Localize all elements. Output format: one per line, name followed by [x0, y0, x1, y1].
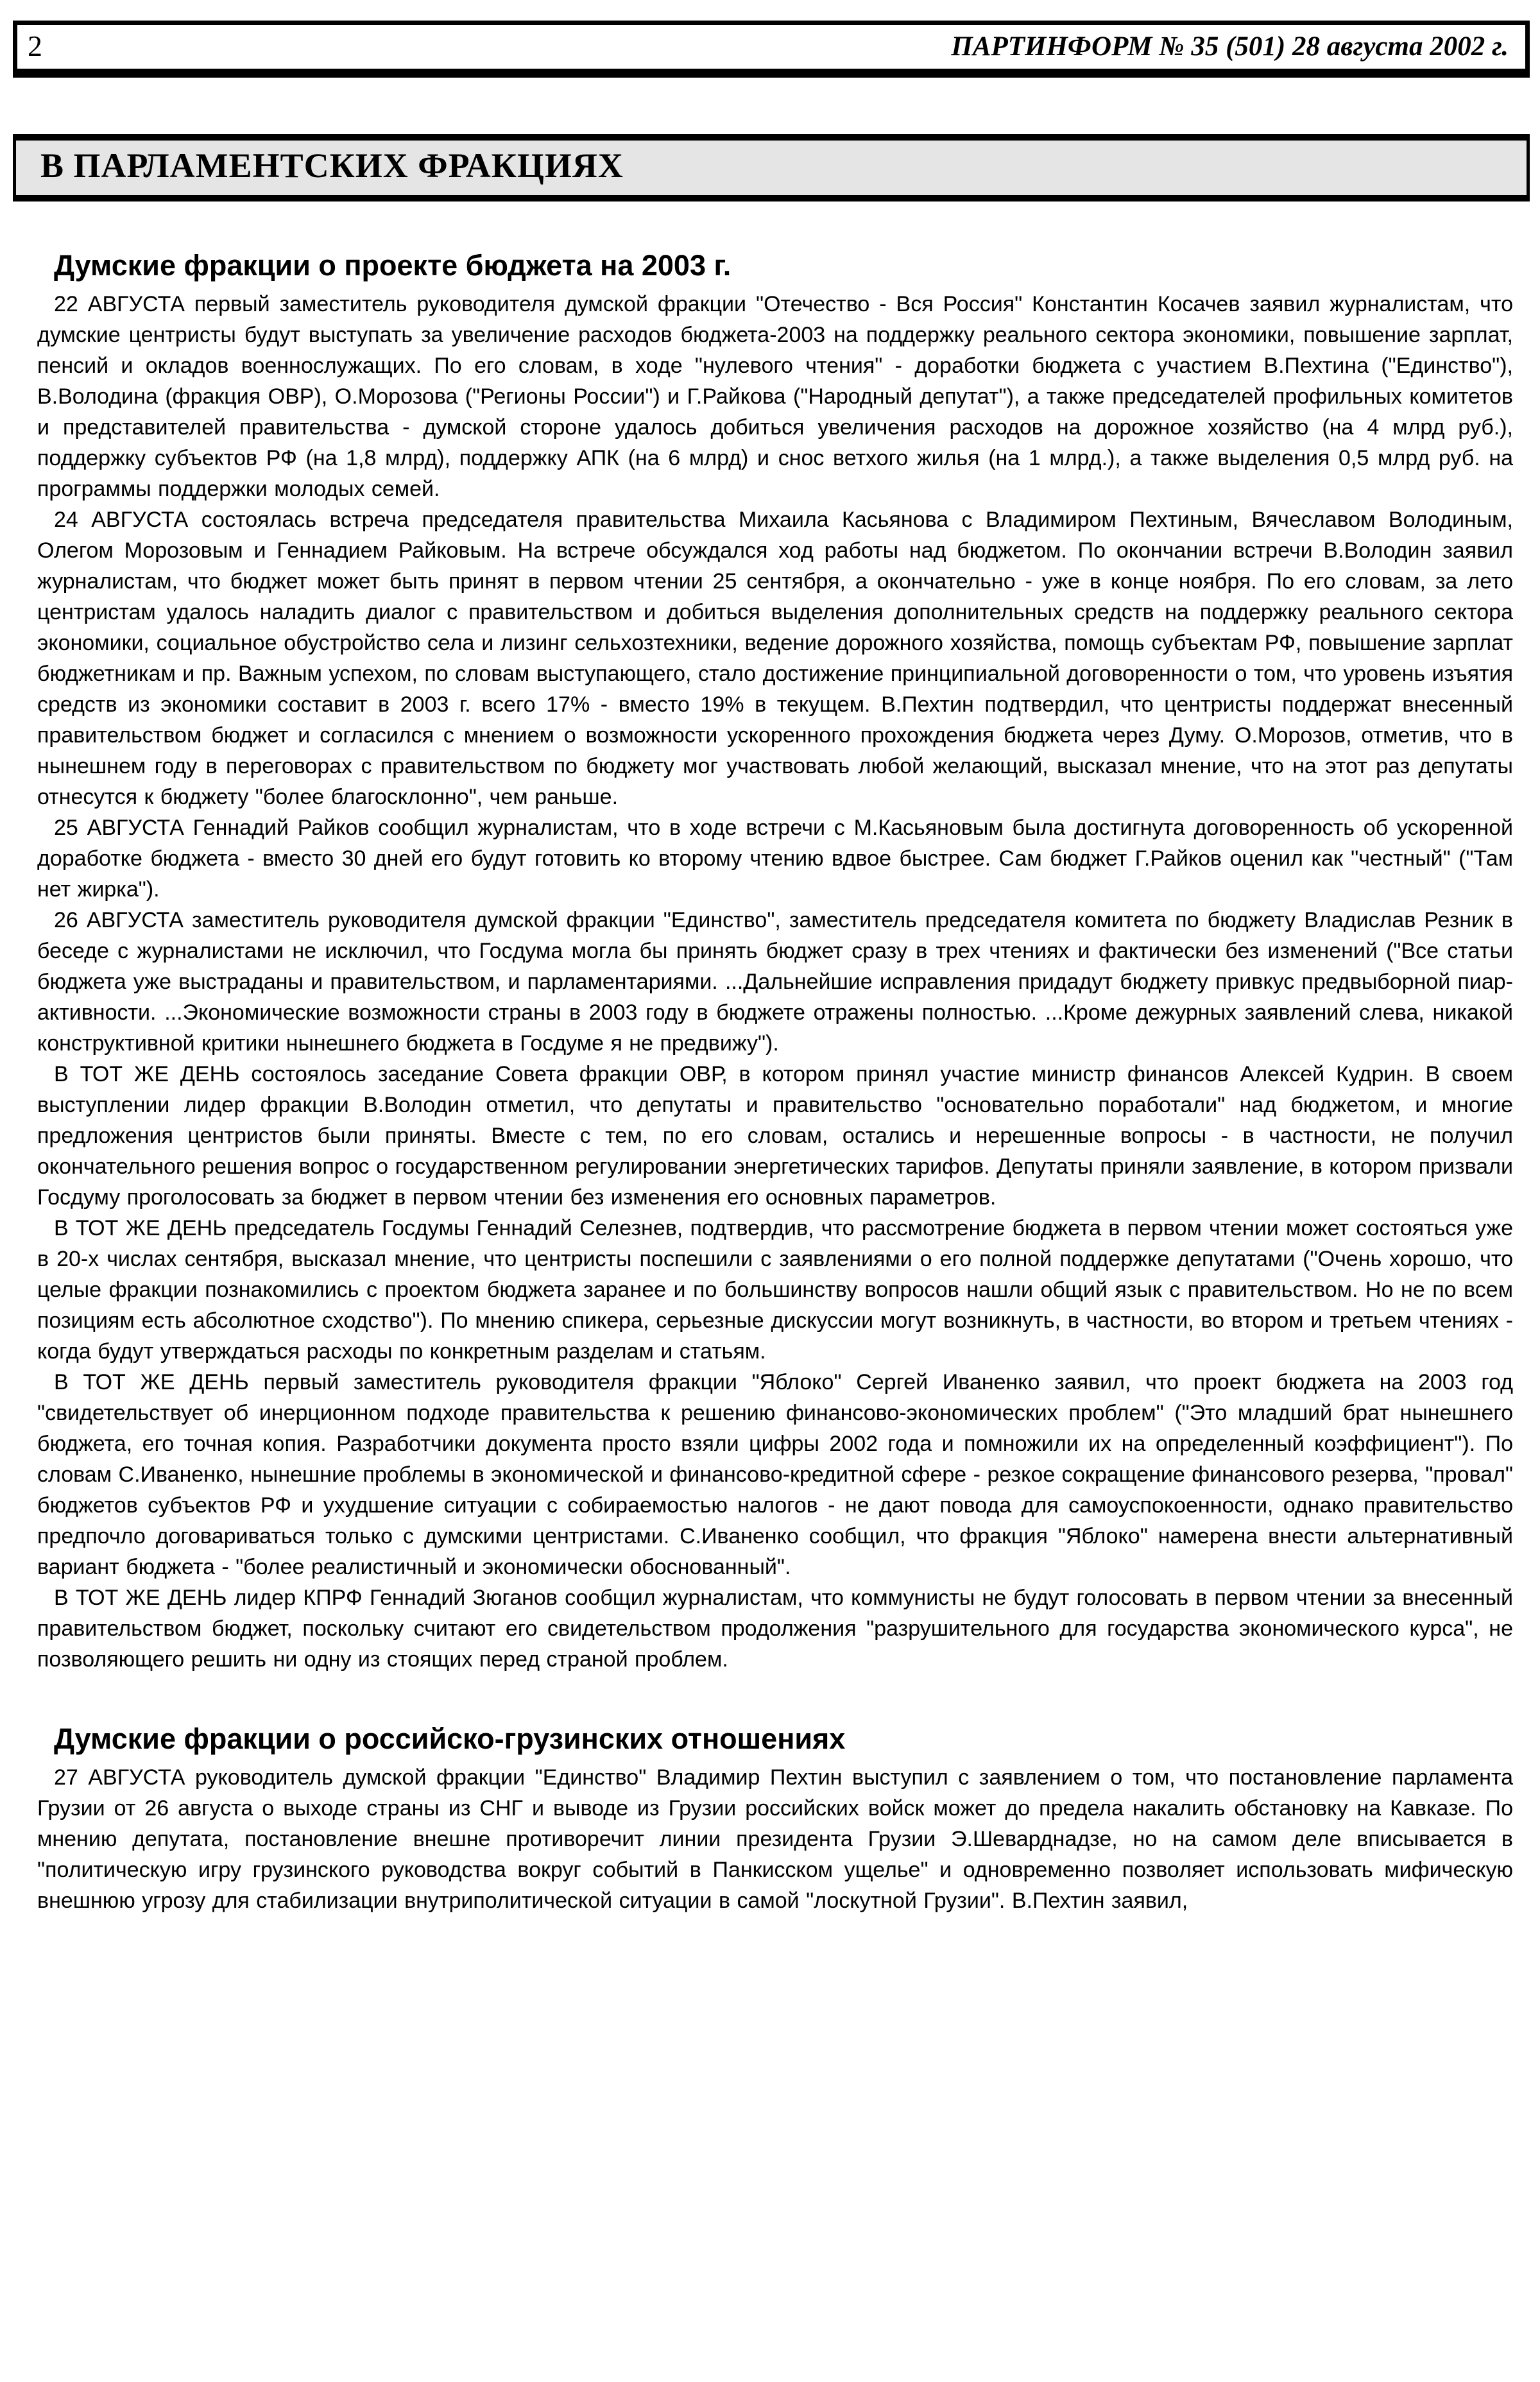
article-title-budget: Думские фракции о проекте бюджета на 2003 г. [54, 249, 732, 282]
masthead-title: ПАРТИНФОРМ № 35 (501) 28 августа 2002 г. [951, 31, 1509, 62]
article-paragraph: 26 АВГУСТА заместитель руководителя думской фракции "Единство", заместитель председателя комитета по бюджету Владислав Резник в беседе с журналистами не исключил, что Госдума могла бы принять бюджет сразу в трех чтениях и фактически без изменений ("Все статьи бюджета уже выстраданы и правительством, и парламентариями. ...Дальнейшие исправления придадут бюджету привкус предвыборной пиар-активности. ...Экономические возможности страны в 2003 году в бюджете отражены полностью. ...Кроме дежурных заявлений слева, никакой конструктивной критики нынешнего бюджета в Госдуме я не предвижу"). [37, 908, 1513, 1056]
article-paragraph: 27 АВГУСТА руководитель думской фракции "Единство" Владимир Пехтин выступил с заявлением о том, что постановление парламента Грузии от 26 августа о выходе страны из СНГ и выводе из Грузии российских войск может до предела накалить обстановку на Кавказе. По мнению депутата, постановление внешне противоречит линии президента Грузии Э.Шеварднадзе, но на самом деле вписывается в "политическую игру грузинского руководства вокруг событий в Панкисском ущелье" и одновременно позволяет использовать мифическую внешнюю угрозу для стабилизации внутриполитической ситуации в самой "лоскутной Грузии". В.Пехтин заявил, [37, 1765, 1513, 1913]
article-paragraph: 25 АВГУСТА Геннадий Райков сообщил журналистам, что в ходе встречи с М.Касьяновым была достигнута договоренность об ускоренной доработке бюджета - вместо 30 дней его будут готовить ко второму чтению вдвое быстрее. Сам бюджет Г.Райков оценил как "честный" ("Там нет жирка"). [37, 816, 1513, 902]
article-content [37, 249, 1513, 1916]
article-paragraph: В ТОТ ЖЕ ДЕНЬ лидер КПРФ Геннадий Зюганов сообщил журналистам, что коммунисты не будут голосовать в первом чтении за внесенный правительством бюджет, поскольку считают его свидетельством продолжения "разрушительного для государства экономического курса", не позволяющего решить ни одну из стоящих перед страной проблем. [37, 1586, 1513, 1672]
section-banner [13, 134, 1530, 201]
article-title-georgia: Думские фракции о российско-грузинских отношениях [54, 1722, 846, 1756]
page-header [13, 21, 1530, 78]
article-paragraph: В ТОТ ЖЕ ДЕНЬ первый заместитель руководителя фракции "Яблоко" Сергей Иваненко заявил, что проект бюджета на 2003 год "свидетельствует об инерционном подходе правительства к решению финансово-экономических проблем" ("Это младший брат нынешнего бюджета, его точная копия. Разработчики документа просто взяли цифры 2002 года и помножили их на определенный коэффициент"). По словам С.Иваненко, нынешние проблемы в экономической и финансово-кредитной сфере - резкое сокращение финансового резерва, "провал" бюджетов субъектов РФ и ухудшение ситуации с собираемостью налогов - не дают повода для самоуспокоенности, однако правительство предпочло договариваться только с думскими центристами. С.Иваненко сообщил, что фракция "Яблоко" намерена внести альтернативный вариант бюджета - "более реалистичный и экономически обоснованный". [37, 1370, 1513, 1580]
article-paragraph: 24 АВГУСТА состоялась встреча председателя правительства Михаила Касьянова с Владимиром Пехтиным, Вячеславом Володиным, Олегом Морозовым и Геннадием Райковым. На встрече обсуждался ход работы над бюджетом. По окончании встречи В.Володин заявил журналистам, что бюджет может быть принят в первом чтении 25 сентября, а окончательно - уже в конце ноября. По его словам, за лето центристам удалось наладить диалог с правительством и добиться выделения дополнительных средств на поддержку реального сектора экономики, социальное обустройство села и лизинг сельхозтехники, ведение дорожного хозяйства, помощь субъектам РФ, повышение зарплат бюджетникам и пр. Важным успехом, по словам выступающего, стало достижение принципиальной договоренности о том, что уровень изъятия средств из экономики составит в 2003 г. всего 17% - вместо 19% в текущем. В.Пехтин подтвердил, что центристы поддержат внесенный правительством бюджет и согласился с мнением о возможности ускоренного прохождения бюджета через Думу. О.Морозов, отметив, что в нынешнем году в переговорах с правительством по бюджету мог участвовать любой желающий, высказал мнение, что на этот раз депутаты отнесутся к бюджету "более благосклонно", чем раньше. [37, 508, 1513, 810]
article-paragraph: 22 АВГУСТА первый заместитель руководителя думской фракции "Отечество - Вся Россия" Константин Косачев заявил журналистам, что думские центристы будут выступать за увеличение расходов бюджета-2003 на поддержку реального сектора экономики, повышение зарплат, пенсий и окладов военнослужащих. По его словам, в ходе "нулевого чтения" - доработки бюджета с участием В.Пехтина ("Единство"), В.Володина (фракция ОВР), О.Морозова ("Регионы России") и Г.Райкова ("Народный депутат"), а также председателей профильных комитетов и представителей правительства - думской стороне удалось добиться увеличения расходов на дорожное хозяйство (на 4 млрд руб.), поддержку субъектов РФ (на 1,8 млрд), поддержку АПК (на 6 млрд) и снос ветхого жилья (на 1 млрд.), а также выделения 0,5 млрд руб. на программы поддержки молодых семей. [37, 292, 1513, 502]
page-number: 2 [28, 30, 42, 62]
article-paragraph: В ТОТ ЖЕ ДЕНЬ состоялось заседание Совета фракции ОВР, в котором принял участие министр финансов Алексей Кудрин. В своем выступлении лидер фракции В.Володин отметил, что депутаты и правительство "основательно поработали" над бюджетом, и многие предложения центристов были приняты. Вместе с тем, по его словам, остались и нерешенные вопросы - в частности, не получил окончательного решения вопрос о государственном регулировании энергетических тарифов. Депутаты приняли заявление, в котором призвали Госдуму проголосовать за бюджет в первом чтении без изменения его основных параметров. [37, 1062, 1513, 1210]
article-paragraph: В ТОТ ЖЕ ДЕНЬ председатель Госдумы Геннадий Селезнев, подтвердив, что рассмотрение бюджета в первом чтении может состояться уже в 20-х числах сентября, высказал мнение, что центристы поспешили с заявлениями о его полной поддержке депутатами ("Очень хорошо, что целые фракции познакомились с проектом бюджета заранее и по большинству вопросов нашли общий язык с правительством. Но не по всем позициям есть абсолютное сходство"). По мнению спикера, серьезные дискуссии могут возникнуть, в частности, во втором и третьем чтениях - когда будут утверждаться расходы по конкретным разделам и статьям. [37, 1216, 1513, 1364]
section-banner-label: В ПАРЛАМЕНТСКИХ ФРАКЦИЯХ [40, 146, 624, 185]
